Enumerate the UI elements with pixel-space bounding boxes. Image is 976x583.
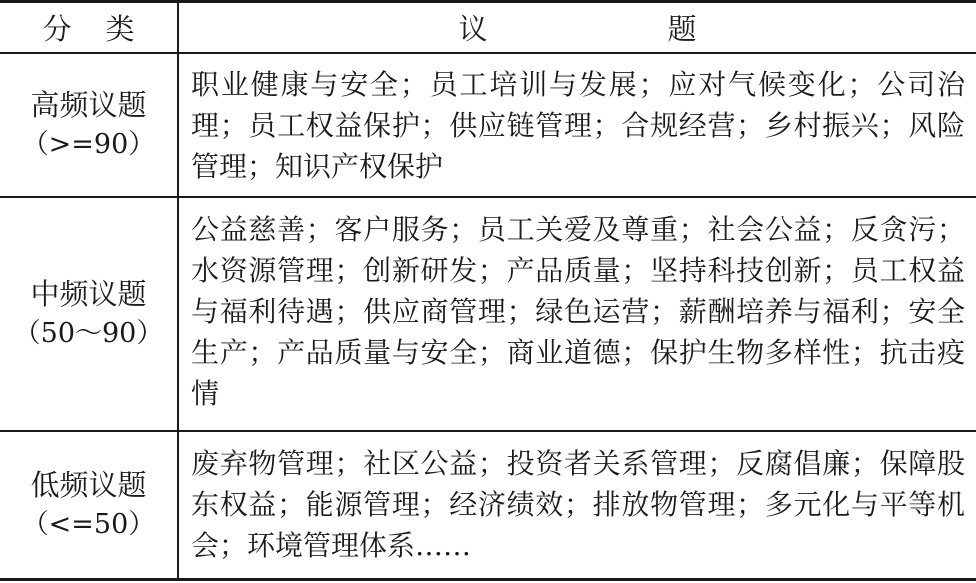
category-name: 低频议题: [30, 468, 147, 502]
category-name: 高频议题: [30, 88, 147, 122]
category-name: 中频议题: [30, 277, 147, 311]
header-topics: [179, 3, 976, 52]
topics-cell-high: 职业健康与安全；员工培训与发展；应对气候变化；公司治理；员工权益保护；供应链管理；合规经营；乡村振兴；风险管理；知识产权保护: [191, 68, 965, 183]
header-category-label: 分类: [42, 12, 169, 46]
topics-cell-low: 废弃物管理；社区公益；投资者关系管理；反腐倡廉；保障股东权益；能源管理；经济绩效；排放物管理；多元化与平等机会；环境管理体系……: [191, 447, 965, 562]
table-bottom-rule: [0, 578, 976, 581]
category-range: （>=90）: [21, 129, 156, 160]
category-cell-high: [0, 54, 177, 196]
header-category: [0, 3, 177, 52]
topics-cell-medium: 公益慈善；客户服务；员工关爱及尊重；社会公益；反贪污；水资源管理；创新研发；产品质量；坚持科技创新；员工权益与福利待遇；供应商管理；绿色运营；薪酬培养与福利；安全生产；产品质量与安全；商业道德；保护生物多样性；抗击疫情: [191, 213, 965, 410]
category-range: （50～90）: [13, 318, 164, 349]
column-divider: [177, 3, 179, 578]
header-topics-label: 议题: [458, 12, 877, 46]
category-cell-low: [0, 432, 177, 578]
category-range: （<=50）: [21, 509, 156, 540]
category-cell-medium: [0, 198, 177, 430]
